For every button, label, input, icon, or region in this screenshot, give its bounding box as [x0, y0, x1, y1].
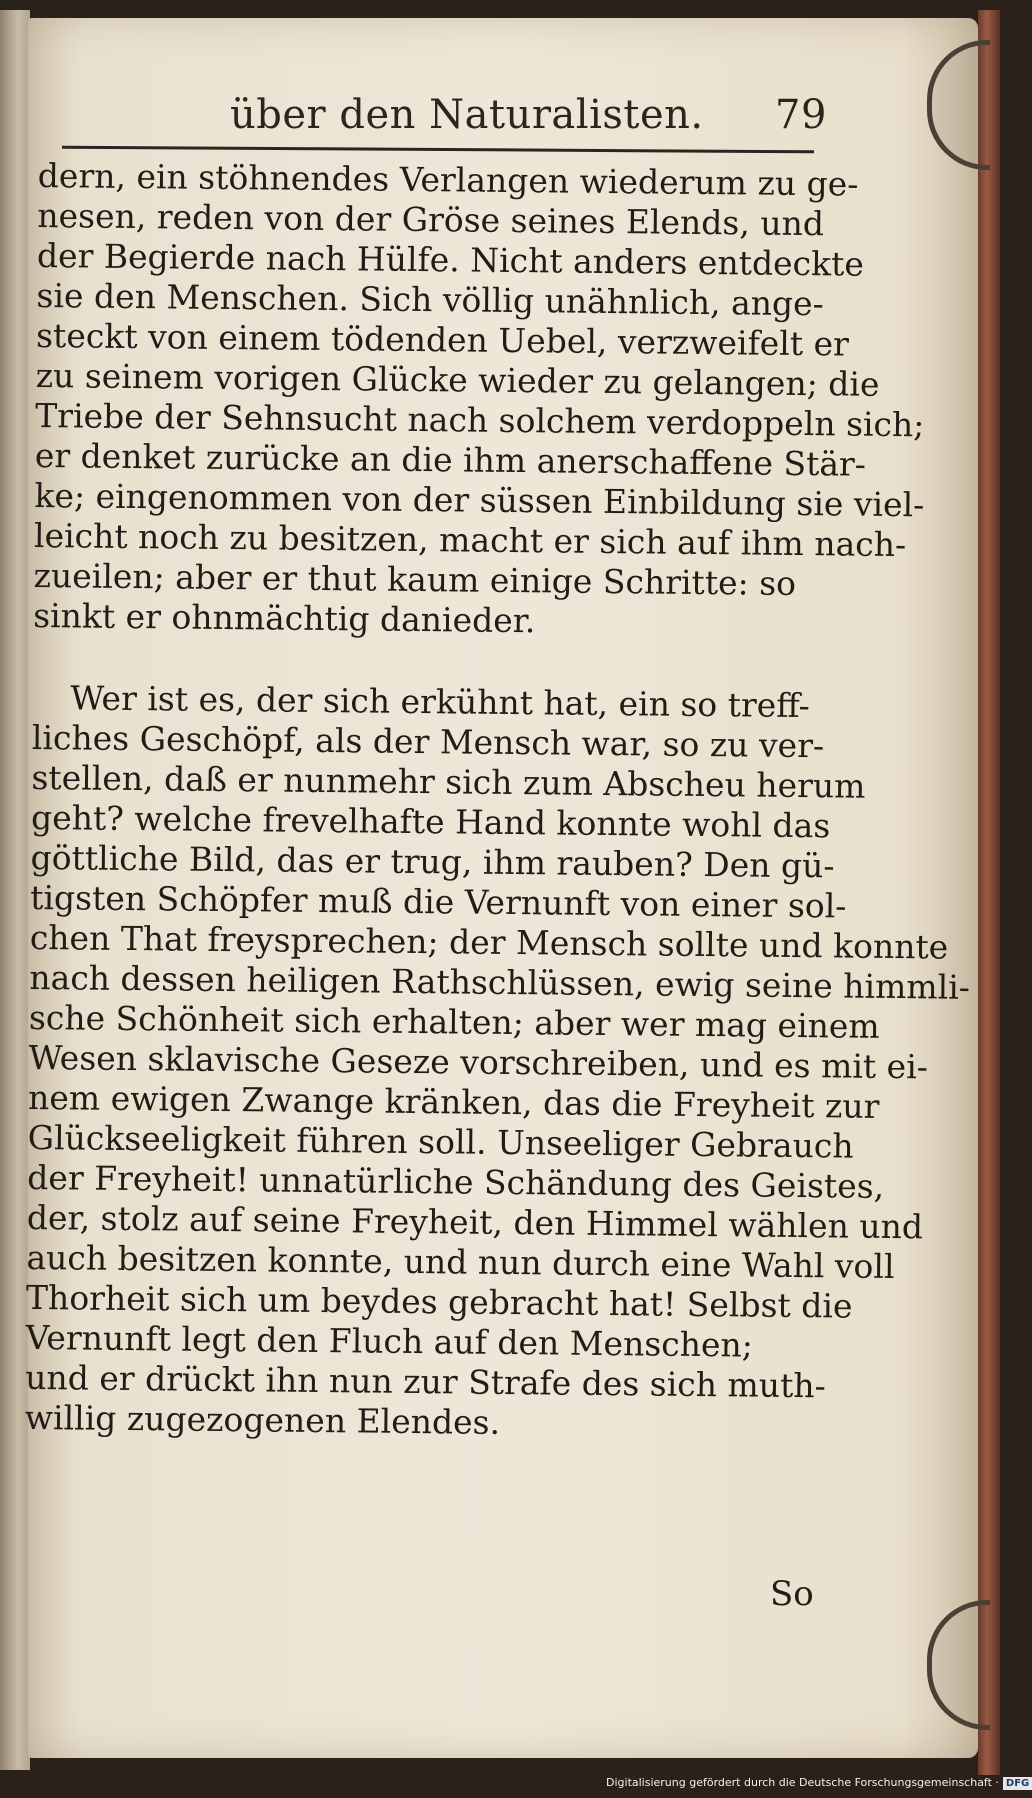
- text-line: Glückseeligkeit führen soll. Unseeliger Gebrauch: [27, 1117, 854, 1166]
- text-line: der Begierde nach Hülfe. Nicht anders entdeckte: [36, 235, 865, 284]
- text-line: der Freyheit! unnatürliche Schändung des Geistes,: [27, 1157, 885, 1206]
- text-line: nesen, reden von der Gröse seines Elends, und: [37, 195, 825, 244]
- text-line: und er drückt ihn nun zur Strafe des sich muth-: [25, 1357, 826, 1406]
- paragraph-1: [32, 156, 925, 644]
- previous-page-edge: [0, 10, 30, 1770]
- credit-text: Digitalisierung gefördert durch die Deutsche Forschungsgemeinschaft ·: [606, 1776, 999, 1789]
- paragraph-2: [24, 678, 971, 1446]
- text-line: sinkt er ohnmächtig danieder.: [32, 595, 536, 641]
- text-line: göttliche Bild, das er trug, ihm rauben? Den gü-: [30, 837, 835, 886]
- page-number: 79: [775, 92, 827, 138]
- text-line: Wer ist es, der sich erkühnt hat, ein so treff-: [70, 678, 810, 726]
- text-line: nem ewigen Zwange kränken, das die Freyheit zur: [27, 1077, 880, 1126]
- text-line: liches Geschöpf, als der Mensch war, so zu ver-: [31, 717, 825, 766]
- text-line: steckt von einem tödenden Uebel, verzweifelt er: [35, 315, 850, 364]
- digitization-credit: [606, 1776, 1032, 1790]
- body-text: [24, 156, 971, 1446]
- text-line: er denket zurücke an die ihm anerschaffene Stär-: [34, 435, 867, 484]
- text-line: chen That freysprechen; der Mensch sollte und konnte: [29, 917, 949, 967]
- text-line: Triebe der Sehnsucht nach solchem verdoppeln sich;: [35, 395, 925, 445]
- text-line: der, stolz auf seine Freyheit, den Himmel wählen und: [26, 1197, 924, 1247]
- text-line: zueilen; aber er thut kaum einige Schritte: so: [33, 555, 797, 603]
- text-line: nach dessen heiligen Rathschlüssen, ewig seine himmli-: [29, 957, 971, 1007]
- page-header: [230, 92, 827, 152]
- text-line: geht? welche frevelhafte Hand konnte wohl das: [30, 797, 831, 846]
- text-line: Thorheit sich um beydes gebracht hat! Selbst die: [25, 1277, 853, 1326]
- text-line: Wesen sklavische Geseze vorschreiben, und es mit ei-: [28, 1037, 929, 1087]
- text-line: tigsten Schöpfer muß die Vernunft von einer sol-: [30, 877, 847, 926]
- text-line: sie den Menschen. Sich völlig unähnlich, ange-: [36, 275, 825, 324]
- running-title: über den Naturalisten.: [230, 92, 704, 138]
- text-line: stellen, daß er nunmehr sich zum Abscheu herum: [31, 757, 866, 806]
- dfg-logo: DFG: [1003, 1777, 1032, 1790]
- text-line: willig zugezogenen Elendes.: [24, 1397, 501, 1442]
- text-line: dern, ein stöhnendes Verlangen wiederum zu ge-: [37, 156, 859, 204]
- text-line: Vernunft legt den Fluch auf den Menschen;: [25, 1317, 754, 1365]
- catchword: So: [770, 1574, 814, 1614]
- text-line: auch besitzen konnte, und nun durch eine Wahl voll: [26, 1237, 895, 1287]
- book-edge: [978, 10, 1000, 1775]
- text-line: leicht noch zu besitzen, macht er sich auf ihm nach-: [33, 515, 907, 565]
- text-line: sche Schönheit sich erhalten; aber wer mag einem: [28, 997, 880, 1046]
- text-line: zu seinem vorigen Glücke wieder zu gelangen; die: [35, 355, 880, 404]
- text-line: ke; eingenommen von der süssen Einbildung sie viel-: [34, 475, 925, 525]
